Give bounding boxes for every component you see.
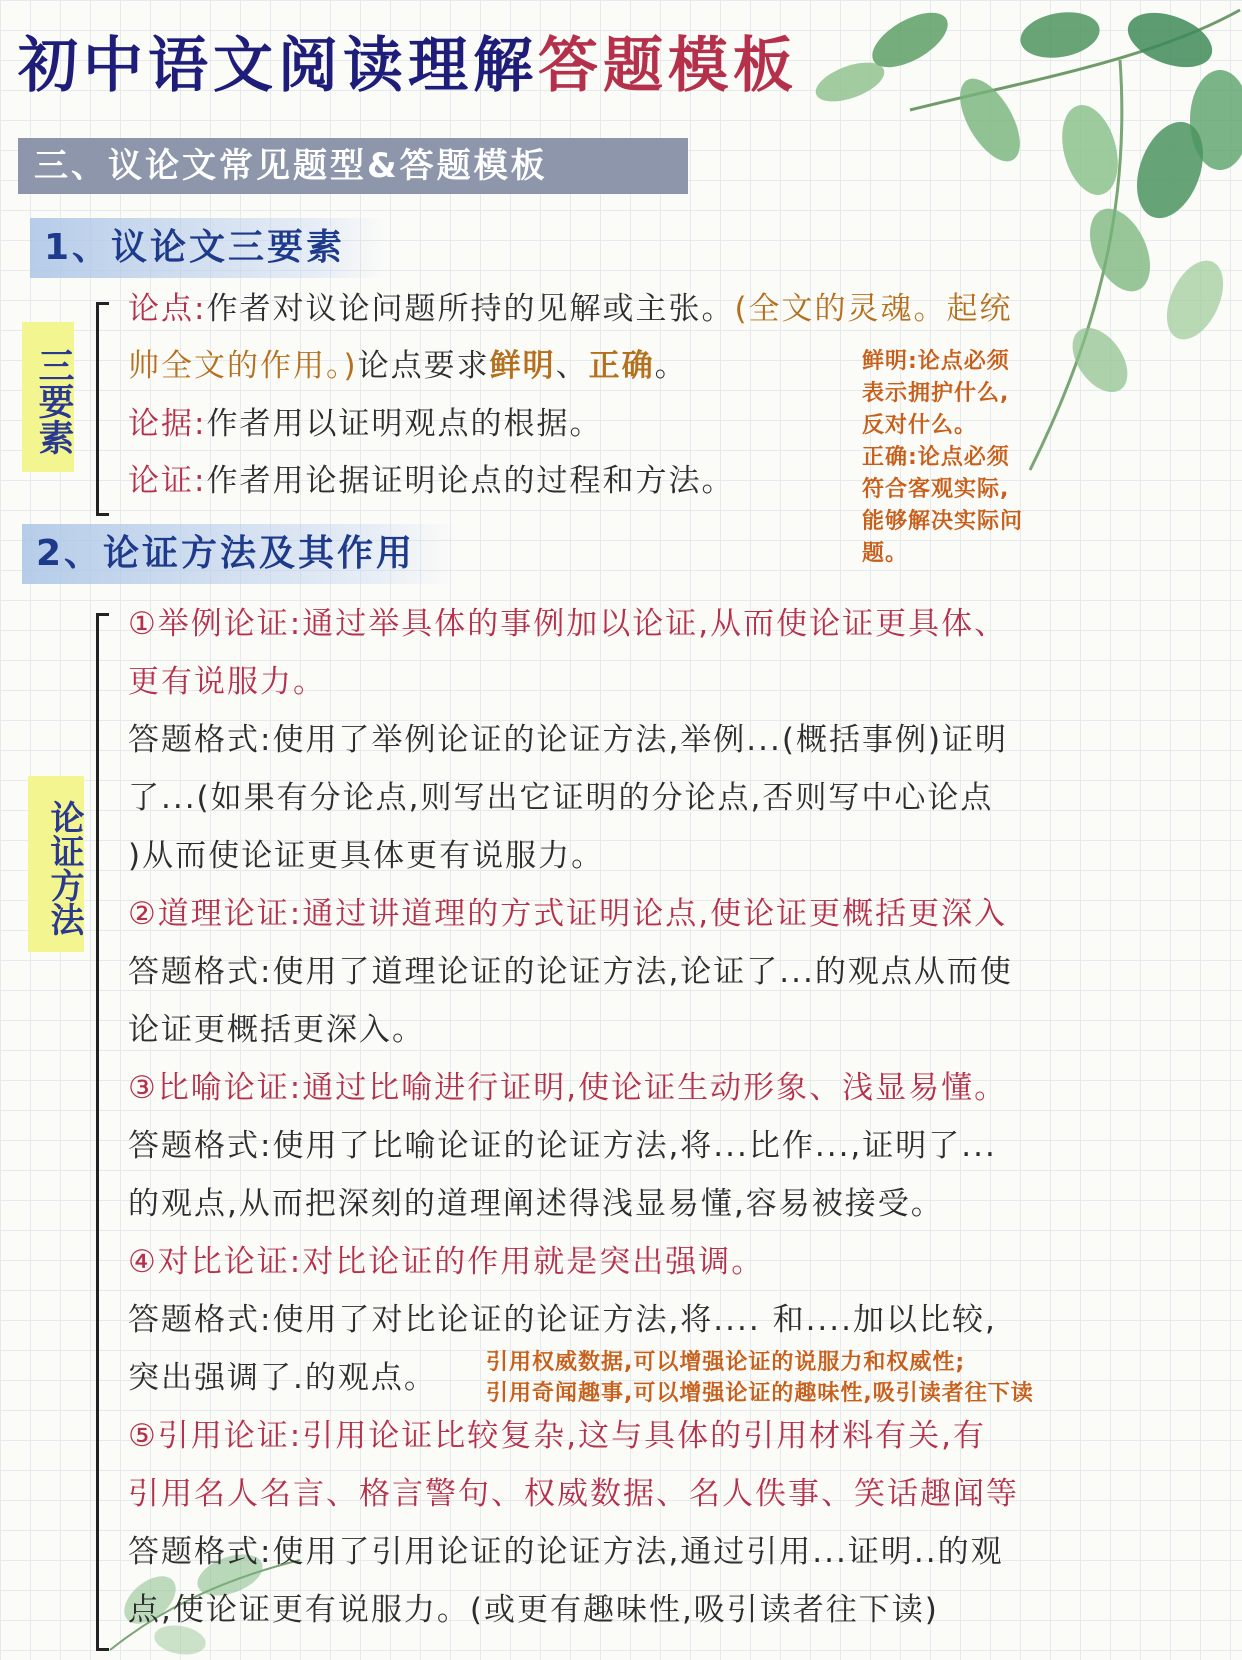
- subheading-elements: 1、议论文三要素: [30, 218, 385, 278]
- page-title: [18, 18, 798, 104]
- method-2-format-1: 答题格式:使用了道理论证的论证方法,论证了...的观点从而使: [128, 954, 1013, 990]
- method-1-format-2: 了...(如果有分论点,则写出它证明的分论点,否则写中心论点: [128, 780, 994, 816]
- section-banner: 三、议论文常见题型&答题模板: [18, 138, 688, 194]
- method-5-format-2: 点,使论证更有说服力。(或更有趣味性,吸引读者往下读): [128, 1592, 939, 1628]
- method-1-title: ①举例论证:通过举具体的事例加以论证,从而使论证更具体、: [128, 606, 1008, 642]
- element-line-3: 论据:作者用以证明观点的根据。: [128, 406, 603, 442]
- bracket-methods: [96, 613, 109, 1651]
- elements-label: 三要素: [22, 322, 74, 472]
- method-2-title: ②道理论证:通过讲道理的方式证明论点,使论证更概括更深入: [128, 896, 1008, 932]
- method-5-format-1: 答题格式:使用了引用论证的论证方法,通过引用...证明..的观: [128, 1534, 1004, 1570]
- method-5-title: ⑤引用论证:引用论证比较复杂,这与具体的引用材料有关,有: [128, 1418, 986, 1454]
- method-4-format-2: 突出强调了.的观点。: [128, 1360, 437, 1396]
- method-3-format-2: 的观点,从而把深刻的道理阐述得浅显易懂,容易被接受。: [128, 1186, 944, 1222]
- method-1-format-3: )从而使论证更具体更有说服力。: [128, 838, 605, 874]
- method-4-title: ④对比论证:对比论证的作用就是突出强调。: [128, 1244, 765, 1280]
- title-part2: 答题模板: [538, 31, 798, 101]
- method-5-title-cont: 引用名人名言、格言警句、权威数据、名人佚事、笑话趣闻等: [128, 1476, 1019, 1512]
- subheading-methods: 2、论证方法及其作用: [22, 524, 455, 584]
- method-1-format-1: 答题格式:使用了举例论证的论证方法,举例...(概括事例)证明: [128, 722, 1009, 758]
- element-line-2: 帅全文的作用。)论点要求鲜明、正确。: [128, 348, 688, 384]
- element-line-4: 论证:作者用论据证明论点的过程和方法。: [128, 463, 735, 499]
- method-3-title: ③比喻论证:通过比喻进行证明,使论证生动形象、浅显易懂。: [128, 1070, 1008, 1106]
- method-2-format-2: 论证更概括更深入。: [128, 1012, 425, 1048]
- callout-anecdotes: 引用奇闻趣事,可以增强论证的趣味性,吸引读者往下读: [486, 1381, 1034, 1406]
- title-part1: 初中语文阅读理解: [18, 31, 538, 101]
- element-line-1: 论点:作者对议论问题所持的见解或主张。(全文的灵魂。起统: [128, 291, 1013, 327]
- method-4-format-1: 答题格式:使用了对比论证的论证方法,将.... 和....加以比较,: [128, 1302, 997, 1338]
- methods-label: 论证方法: [28, 776, 84, 952]
- method-1-title-cont: 更有说服力。: [128, 664, 326, 700]
- side-note: 鲜明:论点必须 表示拥护什么, 反对什么。 正确:论点必须 符合客观实际, 能够解决实际问 题。: [862, 349, 1024, 566]
- bracket-elements: [96, 302, 109, 516]
- callout-authority-data: 引用权威数据,可以增强论证的说服力和权威性;: [486, 1350, 966, 1375]
- method-3-format-1: 答题格式:使用了比喻论证的论证方法,将...比作...,证明了...: [128, 1128, 997, 1164]
